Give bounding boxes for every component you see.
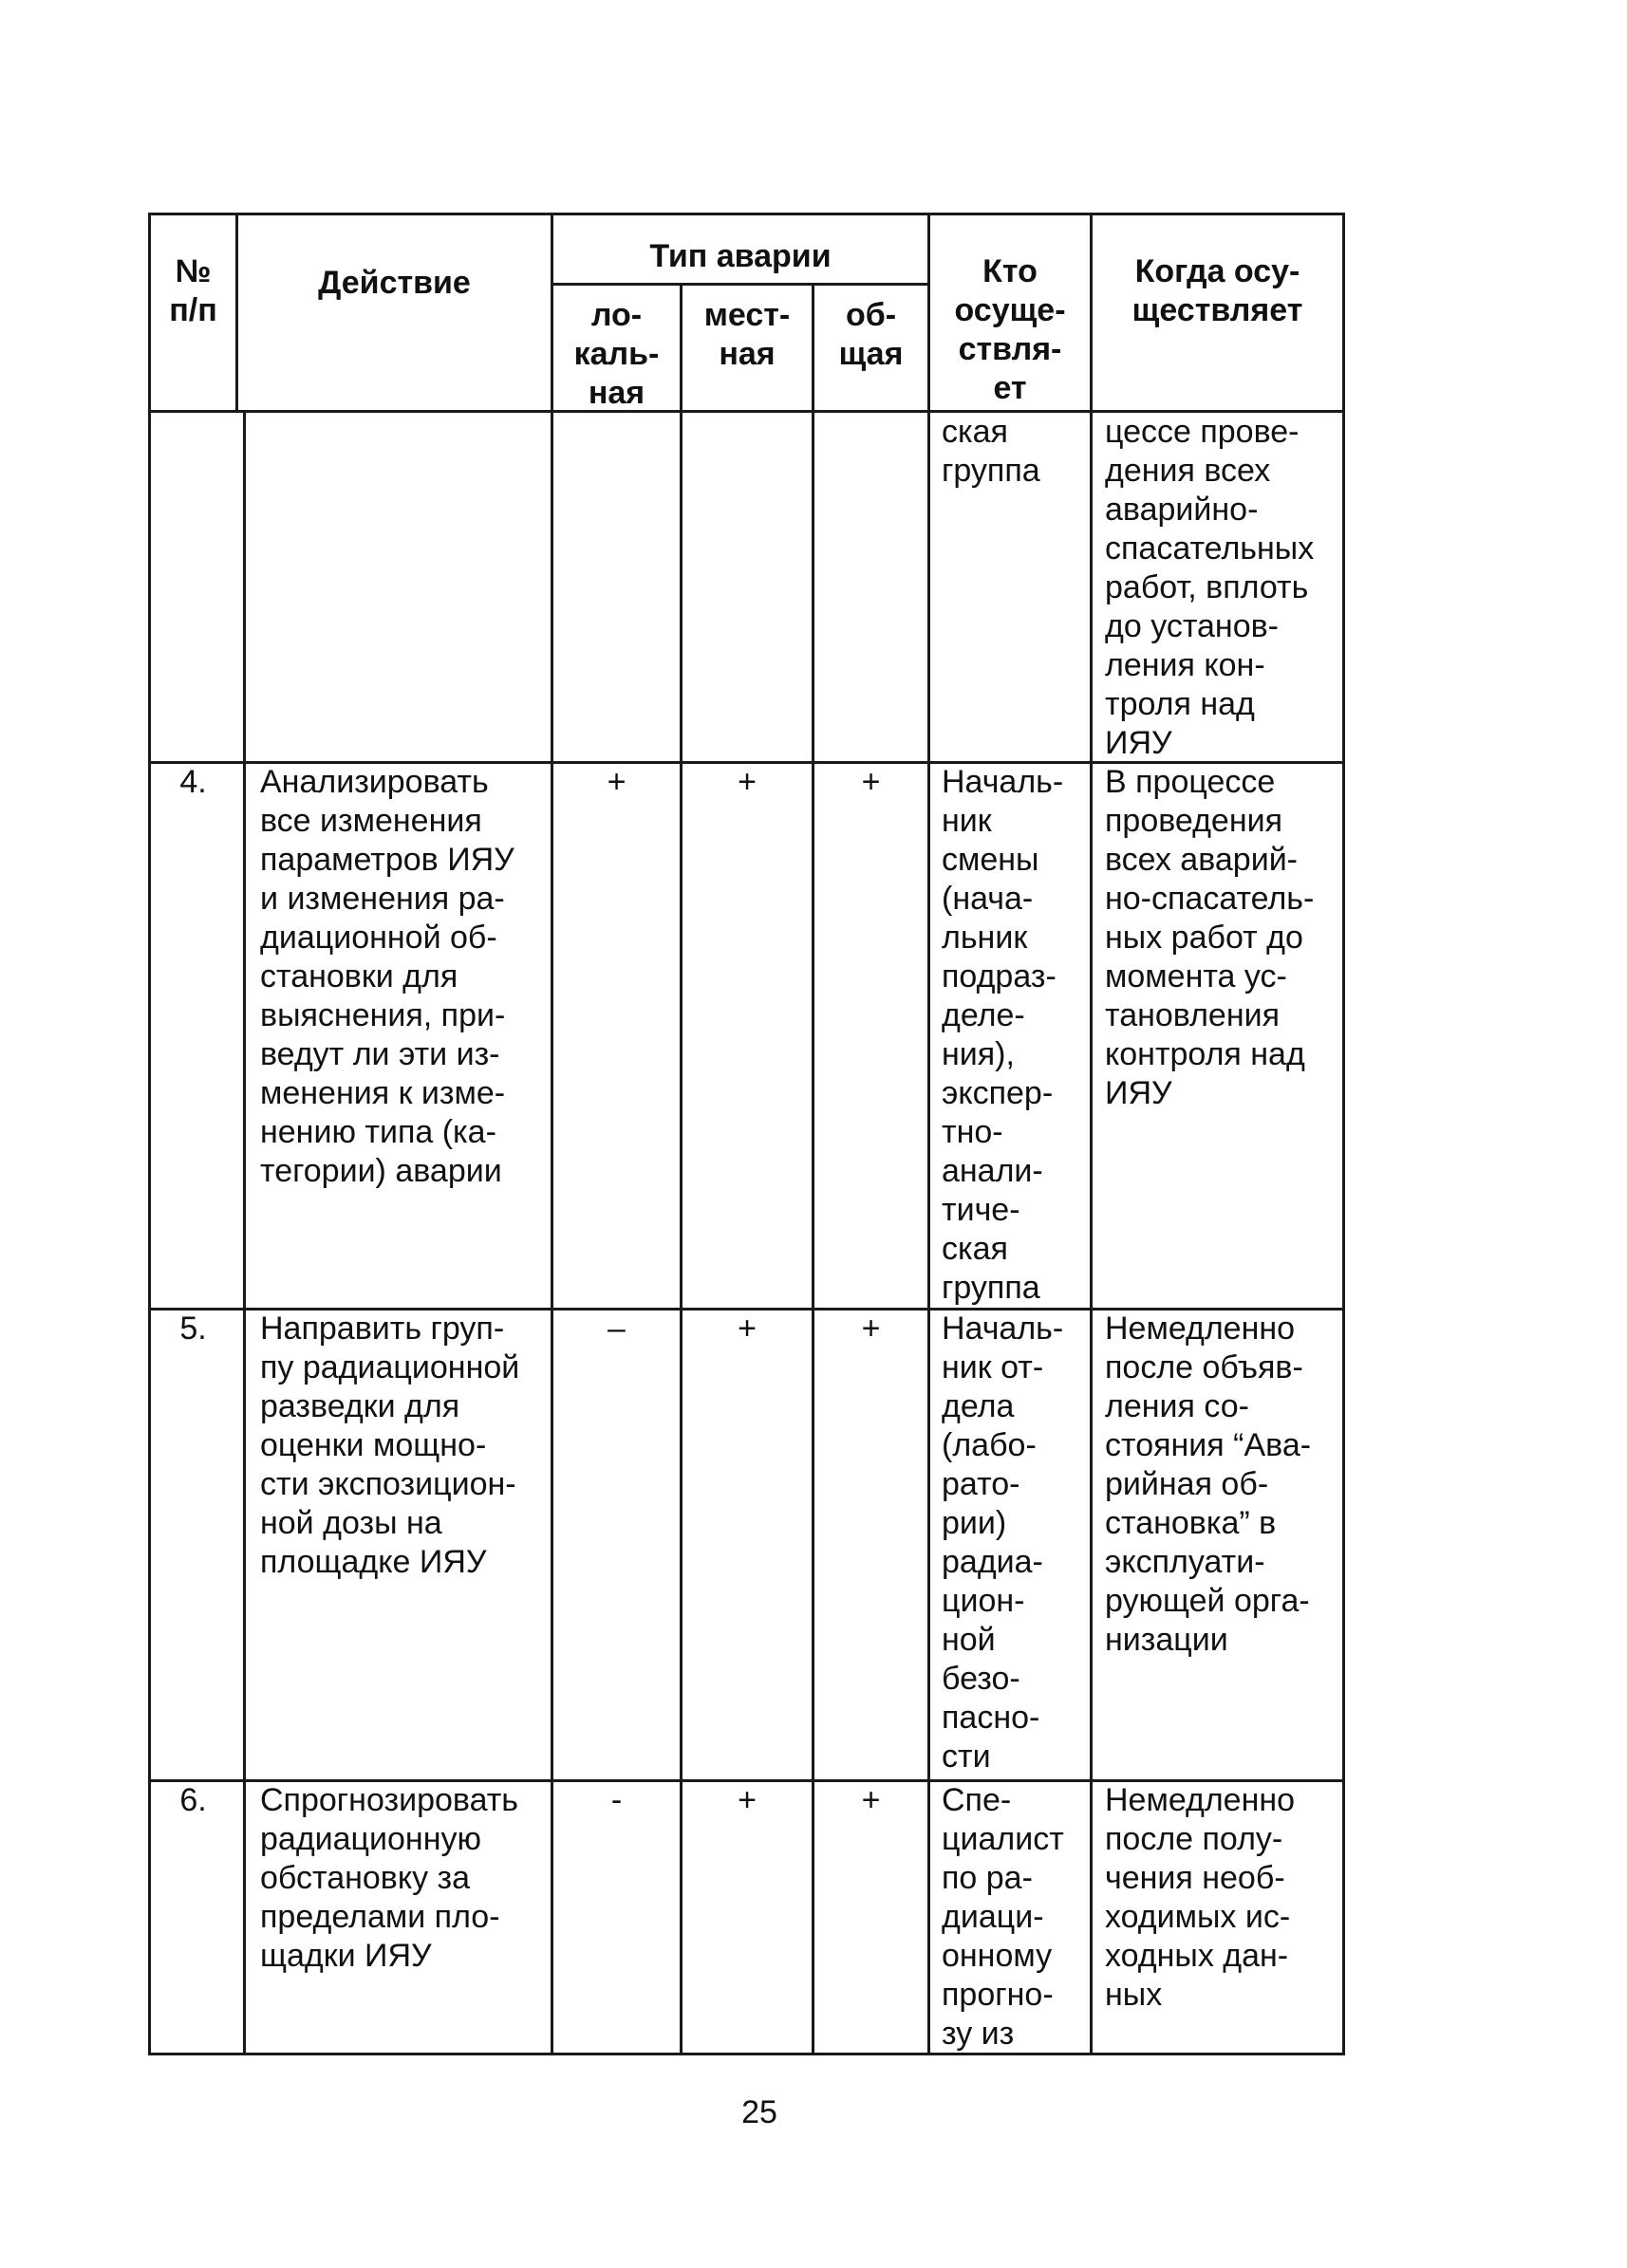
table-cell-action: Спрогнозировать радиационную обстановку за пределами пло- щадки ИЯУ	[260, 1782, 519, 1974]
table-cell-mestnaya: +	[738, 764, 757, 800]
table-cell-mestnaya: +	[738, 1782, 757, 1818]
table-cell-local: –	[608, 1311, 626, 1347]
table-border-bottom	[148, 2053, 1345, 2055]
table-cell-local: +	[607, 764, 626, 800]
header-accident-type: Тип аварии	[649, 238, 832, 274]
table-border-top	[148, 213, 1345, 215]
header-type-obshchaya: об- щая	[838, 297, 904, 372]
table-cell-when: Немедленно после объяв- ления со- стояния “Ава- рийная об- становка” в эксплуати- рующей орга- низации	[1105, 1311, 1312, 1658]
table-cell-local: -	[610, 1782, 623, 1818]
type-group-underline	[551, 283, 930, 286]
table-cell-obshchaya: +	[861, 1311, 881, 1347]
table-cell-obshchaya: +	[861, 764, 881, 800]
header-type-mestnaya: мест- ная	[703, 297, 791, 372]
page-number: 25	[741, 2094, 777, 2130]
header-who: Кто осуще- ствля- ет	[954, 253, 1066, 406]
table-cell-action: Направить груп- пу радиационной разведки для оценки мощно- сти экспозицион- ной дозы на площадке ИЯУ	[260, 1311, 520, 1580]
table-cell-who: Началь- ник от- дела (лабо- рато- рии) радиа- цион- ной безо- пасно- сти	[942, 1311, 1064, 1775]
header-when: Когда осу- ществляет	[1131, 253, 1303, 328]
header-type-local: ло- каль- ная	[573, 297, 660, 411]
table-cell-num: 5.	[179, 1311, 207, 1347]
table-cell-when: цессе прове- дения всех аварийно- спасательных работ, вплоть до установ- ления кон- троля над ИЯУ	[1105, 414, 1315, 761]
table-cell-who: Началь- ник смены (нача- льник подраз- деле- ния), экспер- тно- анали- тиче- ская группа	[942, 764, 1064, 1306]
header-num: № п/п	[169, 253, 217, 328]
table-cell-who: ская группа	[942, 414, 1040, 489]
table-col-divider	[235, 213, 238, 411]
table-cell-num: 4.	[179, 764, 207, 800]
table-cell-who: Спе- циалист по ра- диаци- онному прогно- зу из	[942, 1782, 1064, 2052]
table-cell-when: В процессе проведения всех аварий- но-спасатель- ных работ до момента ус- тановления контроля над ИЯУ	[1105, 764, 1315, 1111]
table-cell-obshchaya: +	[861, 1782, 881, 1818]
table-col-divider	[243, 411, 246, 2055]
header-action: Действие	[318, 265, 471, 301]
table-cell-mestnaya: +	[738, 1311, 757, 1347]
table-cell-action: Анализировать все изменения параметров ИЯУ и изменения ра- диационной об- становки для выяснения, при- ведут ли эти из- менения к изме- нению типа (ка- тегории) аварии	[260, 764, 514, 1189]
table-cell-num: 6.	[179, 1782, 207, 1818]
table-cell-when: Немедленно после полу- чения необ- ходимых ис- ходных дан- ных	[1105, 1782, 1296, 2013]
